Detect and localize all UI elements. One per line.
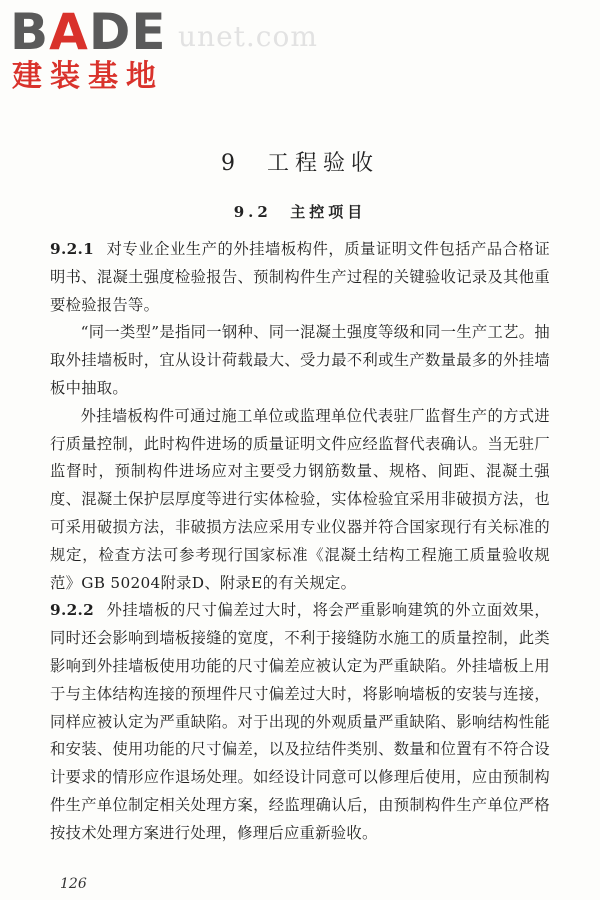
logo-letters-de: DE bbox=[88, 3, 167, 61]
paragraph-text: “同一类型”是指同一钢种、同一混凝土强度等级和同一生产工艺。抽取外挂墙板时，宜从设计荷载最大、受力最不利或生产数量最多的外挂墙板中抽取。 bbox=[50, 323, 550, 397]
clause-9-2-2 bbox=[50, 597, 550, 847]
logo-letters-b: B bbox=[10, 3, 50, 61]
section-title: 9.2 主控项目 bbox=[233, 203, 367, 221]
clause-9-2-1 bbox=[50, 236, 550, 319]
clause-number: 9.2.2 bbox=[50, 601, 95, 620]
paragraph-quality-control bbox=[50, 403, 550, 598]
logo-chinese-name: 建装基地 bbox=[12, 59, 164, 94]
document-body bbox=[50, 236, 550, 848]
page-number: 126 bbox=[60, 876, 87, 892]
logo-letter-a: A bbox=[49, 3, 89, 61]
watermark-text: unet.com bbox=[178, 20, 318, 53]
logo-wordmark bbox=[10, 4, 167, 60]
paragraph-same-type bbox=[50, 319, 550, 402]
clause-text: 对专业企业生产的外挂墙板构件，质量证明文件包括产品合格证明书、混凝土强度检验报告、预制构件生产过程的关键验收记录及其他重要检验报告等。 bbox=[50, 240, 550, 314]
clause-text: 外挂墙板的尺寸偏差过大时，将会严重影响建筑的外立面效果，同时还会影响到墙板接缝的宽度，不利于接缝防水施工的质量控制，此类影响到外挂墙板使用功能的尺寸偏差应被认定为严重缺陷。外挂墙板上用于与主体结构连接的预埋件尺寸偏差过大时，将影响墙板的安装与连接，同样应被认定为严重缺陷。对于出现的外观质量严重缺陷、影响结构性能和安装、使用功能的尺寸偏差，以及拉结件类别、数量和位置有不符合设计要求的情形应作退场处理。如经设计同意可以修理后使用，应由预制构件生产单位制定相关处理方案，经监理确认后，由预制构件生产单位严格按技术处理方案进行处理，修理后应重新验收。 bbox=[50, 601, 550, 842]
clause-number: 9.2.1 bbox=[50, 240, 95, 258]
chapter-title: 9 工程验收 bbox=[221, 151, 379, 176]
paragraph-text: 外挂墙板构件可通过施工单位或监理单位代表驻厂监督生产的方式进行质量控制，此时构件进场的质量证明文件应经监督代表确认。当无驻厂监督时，预制构件进场应对主要受力钢筋数量、规格、间距、混凝土强度、混凝土保护层厚度等进行实体检验，实体检验宜采用非破损方法，也可采用破损方法，非破损方法应采用专业仪器并符合国家现行有关标准的规定，检查方法可参考现行国家标准《混凝土结构工程施工质量验收规范》GB 50204附录D、附录E的有关规定。 bbox=[50, 406, 550, 592]
